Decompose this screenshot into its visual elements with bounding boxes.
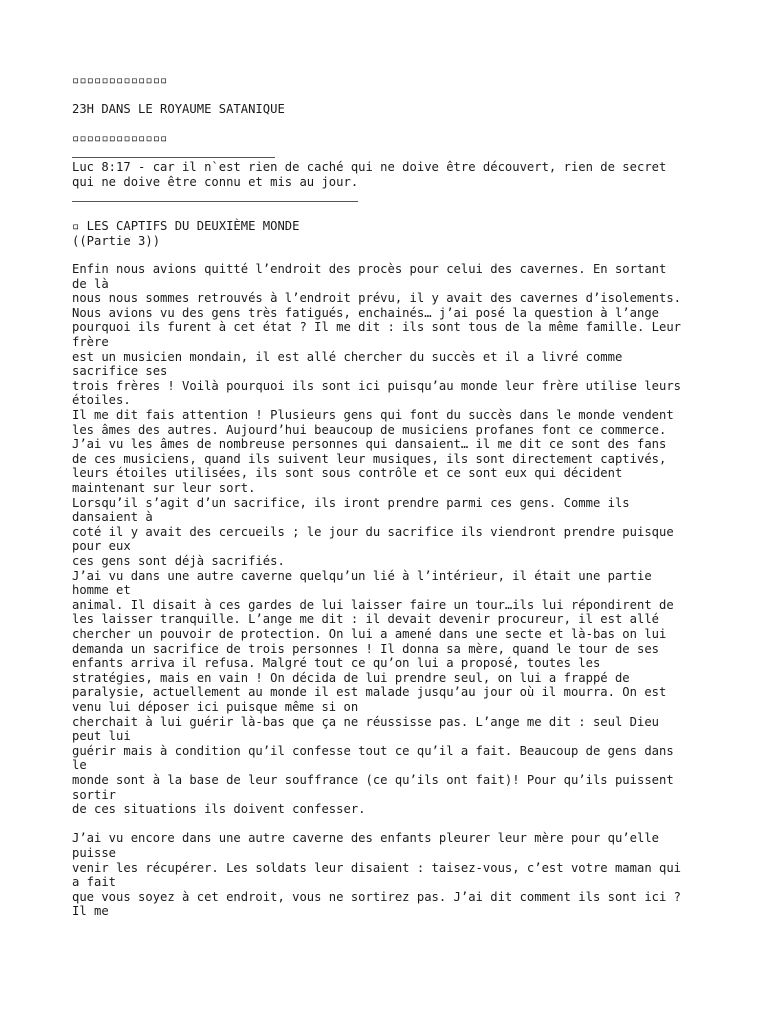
bible-verse-line: Luc 8:17 - car il n`est rien de caché qui ne doive être découvert, rien de secret xyxy=(72,160,667,174)
body-text-line: les âmes des autres. Aujourd’hui beaucoup de musiciens profanes font ce commerce. xyxy=(72,422,667,437)
body-text-line: cherchait à lui guérir là-bas que ça ne réussisse pas. L’ange me dit : seul Dieu xyxy=(72,714,659,729)
body-text-line: coté il y avait des cercueils ; le jour du sacrifice ils viendront prendre puisque xyxy=(72,524,674,539)
body-text-line: le xyxy=(72,758,87,773)
body-text-line: étoiles. xyxy=(72,393,131,408)
bible-verse-line: qui ne doive être connu et mis au jour. xyxy=(72,175,359,189)
body-text-line: sortir xyxy=(72,787,117,802)
verse-bottom-rule xyxy=(72,201,358,202)
body-text-line: animal. Il disait à ces gardes de lui laisser faire un tour…ils lui répondirent de xyxy=(72,597,674,612)
body-text-line: Nous avions vu des gens très fatigués, enchainés… j’ai posé la question à l’ange xyxy=(72,305,659,320)
body-text-line: trois frères ! Voilà pourquoi ils sont ici puisqu’au monde leur frère utilise leurs xyxy=(72,378,682,393)
body-text-line: leurs étoiles utilisées, ils sont sous contrôle et ce sont eux qui décident xyxy=(72,466,623,481)
body-text-line: que vous soyez à cet endroit, vous ne sortirez pas. J’ai dit comment ils sont ici ? xyxy=(72,889,682,904)
body-text-line: les laisser tranquille. L’ange me dit : il devait devenir procureur, il est allé xyxy=(72,612,659,627)
body-text-line: pour eux xyxy=(72,539,131,554)
body-text-line: stratégies, mais en vain ! On décida de lui prendre seul, on lui a frappé de xyxy=(72,670,630,685)
body-text-line: dansaient à xyxy=(72,510,153,525)
body-text-line: peut lui xyxy=(72,729,131,744)
body-text-line: frère xyxy=(72,335,109,349)
body-text-line: sacrifice ses xyxy=(72,364,168,379)
verse-top-rule xyxy=(72,157,275,158)
body-text-line: paralysie, actuellement au monde il est malade jusqu’au jour où il mourra. On est xyxy=(72,685,667,700)
body-text-line: demanda un sacrifice de trois personnes ! Il donna sa mère, quand le tour de ses xyxy=(72,641,659,656)
body-text-line: J’ai vu dans une autre caverne quelqu’un lié à l’intérieur, il était une partie xyxy=(72,568,652,583)
body-text-line: maintenant sur leur sort. xyxy=(72,481,256,495)
body-text-line: venu lui déposer ici puisque même si on xyxy=(72,700,359,714)
body-text-line: est un musicien mondain, il est allé chercher du succès et il a livré comme xyxy=(72,349,623,364)
body-text-line: Il me dit fais attention ! Plusieurs gens qui font du succès dans le monde vendent xyxy=(72,408,674,422)
placeholder-glyph-line: ▫▫▫▫▫▫▫▫▫▫▫▫▫ xyxy=(72,131,168,145)
body-text-line: Il me xyxy=(72,904,109,919)
body-text-line: enfants arriva il refusa. Malgré tout ce qu’on lui a proposé, toutes les xyxy=(72,656,601,671)
section-part-label: ((Partie 3)) xyxy=(72,234,161,248)
body-text-line: nous nous sommes retrouvés à l’endroit prévu, il y avait des cavernes d’isolements. xyxy=(72,291,682,306)
document-title: 23H DANS LE ROYAUME SATANIQUE xyxy=(72,102,285,116)
body-text-line: J’ai vu encore dans une autre caverne des enfants pleurer leur mère pour qu’elle xyxy=(72,831,659,846)
body-text-line: monde sont à la base de leur souffrance (ce qu’ils ont fait)! Pour qu’ils puissent xyxy=(72,773,674,787)
body-text-line: J’ai vu les âmes de nombreuse personnes qui dansaient… il me dit ce sont des fans xyxy=(72,437,667,452)
body-text-line: pourquoi ils furent à cet état ? Il me dit : ils sont tous de la même famille. Leur xyxy=(72,320,682,335)
body-text-line: de là xyxy=(72,276,109,291)
body-text-line: ces gens sont déjà sacrifiés. xyxy=(72,554,285,568)
placeholder-glyph-line: ▫▫▫▫▫▫▫▫▫▫▫▫▫ xyxy=(72,73,168,87)
body-text-line: Enfin nous avions quitté l’endroit des procès pour celui des cavernes. En sortant xyxy=(72,262,667,276)
body-text-line: a fait xyxy=(72,875,117,890)
body-text-line: chercher un pouvoir de protection. On lui a amené dans une secte et là-bas on lui xyxy=(72,627,667,641)
body-text-line: puisse xyxy=(72,846,117,860)
section-heading: ▫ LES CAPTIFS DU DEUXIÈME MONDE xyxy=(72,219,300,233)
body-text-line: homme et xyxy=(72,583,131,598)
body-text-line: venir les récupérer. Les soldats leur disaient : taisez-vous, c’est votre maman qui xyxy=(72,860,682,875)
body-text-line: guérir mais à condition qu’il confesse tout ce qu’il a fait. Beaucoup de gens dans xyxy=(72,743,674,758)
body-text-line: de ces musiciens, quand ils suivent leur musiques, ils sont directement captivés, xyxy=(72,451,667,466)
body-text-line: de ces situations ils doivent confesser. xyxy=(72,802,366,817)
body-text-line: Lorsqu’il s’agit d’un sacrifice, ils iront prendre parmi ces gens. Comme ils xyxy=(72,495,630,510)
